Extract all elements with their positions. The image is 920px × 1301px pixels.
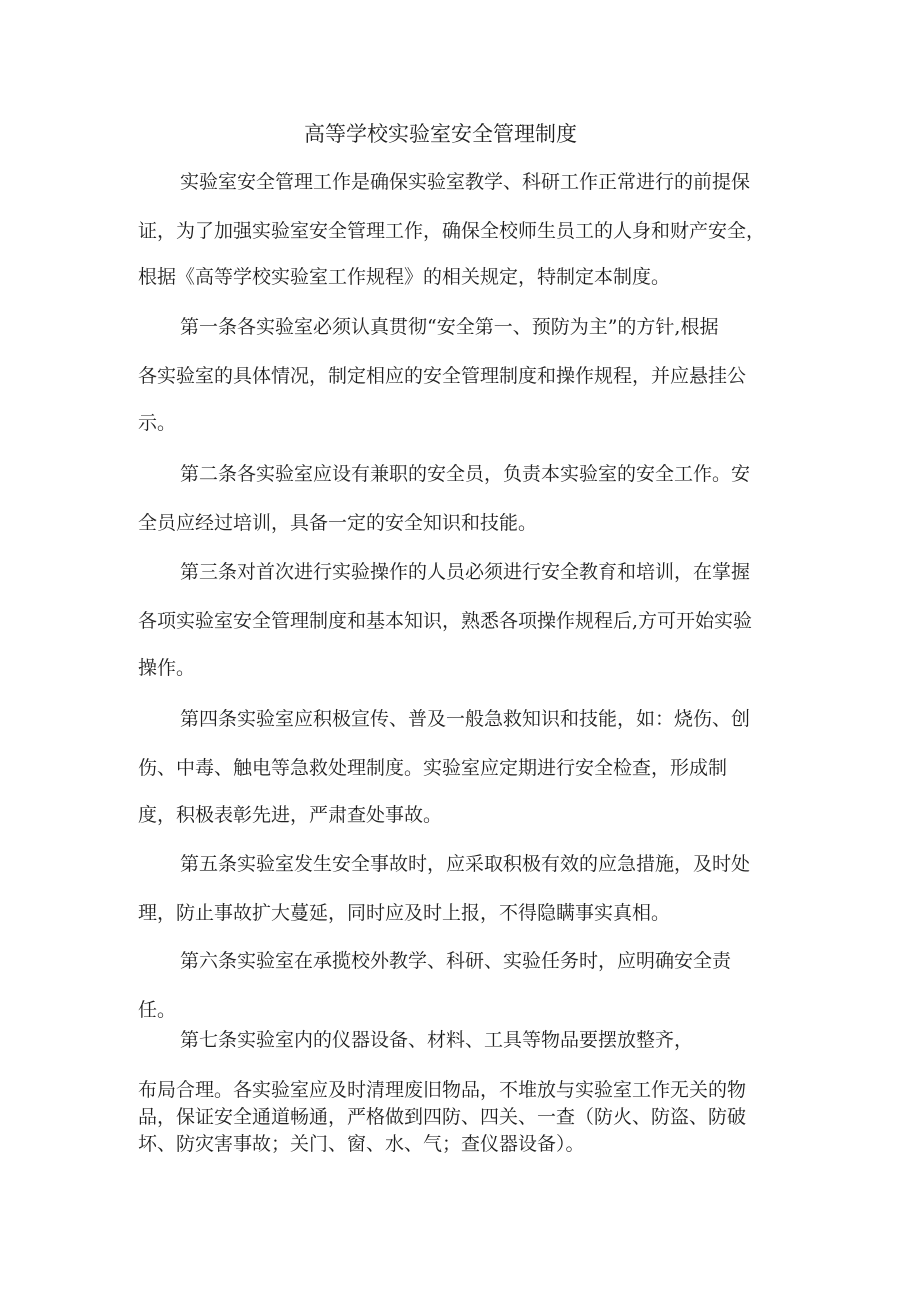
article-2-line: 全员应经过培训，具备一定的安全知识和技能。	[138, 512, 538, 534]
intro-line: 实验室安全管理工作是确保实验室教学、科研工作正常进行的前提保	[180, 171, 751, 193]
article-7-line: 布局合理。各实验室应及时清理废旧物品，不堆放与实验室工作无关的物	[138, 1079, 747, 1101]
article-5-line: 第五条实验室发生安全事故时，应采取积极有效的应急措施，及时处	[180, 853, 751, 875]
article-6-line: 第六条实验室在承揽校外教学、科研、实验任务时，应明确安全责	[180, 950, 732, 972]
article-7-line: 坏、防灾害事故；关门、窗、水、气；查仪器设备）。	[138, 1133, 585, 1155]
article-7-line: 第七条实验室内的仪器设备、材料、工具等物品要摆放整齐，	[180, 1029, 694, 1051]
article-3-line: 各项实验室安全管理制度和基本知识，熟悉各项操作规程后,方可开始实验	[138, 610, 753, 632]
article-3-line: 操作。	[138, 657, 196, 679]
article-4-line: 第四条实验室应积极宣传、普及一般急救知识和技能，如：烧伤、创	[180, 708, 751, 730]
document-title: 高等学校实验室安全管理制度	[304, 122, 577, 146]
article-5-line: 理，防止事故扩大蔓延，同时应及时上报，不得隐瞒事实真相。	[138, 902, 671, 924]
article-1-line: 各实验室的具体情况，制定相应的安全管理制度和操作规程，并应悬挂公	[138, 365, 747, 387]
intro-line: 证，为了加强实验室安全管理工作，确保全校师生员工的人身和财产安全，	[138, 220, 766, 242]
article-1-line: 示。	[138, 412, 177, 434]
article-4-line: 伤、中毒、触电等急救处理制度。实验室应定期进行安全检查，形成制	[138, 757, 728, 779]
article-4-line: 度，积极表彰先进，严肃查处事故。	[138, 804, 443, 826]
article-7-line: 品，保证安全通道畅通，严格做到四防、四关、一查（防火、防盗、防破	[138, 1106, 747, 1128]
intro-line: 根据《高等学校实验室工作规程》的相关规定，特制定本制度。	[138, 266, 671, 288]
article-6-line: 任。	[138, 999, 177, 1021]
article-3-line: 第三条对首次进行实验操作的人员必须进行安全教育和培训，在掌握	[180, 561, 751, 583]
article-2-line: 第二条各实验室应设有兼职的安全员，负责本实验室的安全工作。安	[180, 463, 751, 485]
article-1-line: 第一条各实验室必须认真贯彻“安全第一、预防为主”的方针,根据	[180, 316, 719, 338]
